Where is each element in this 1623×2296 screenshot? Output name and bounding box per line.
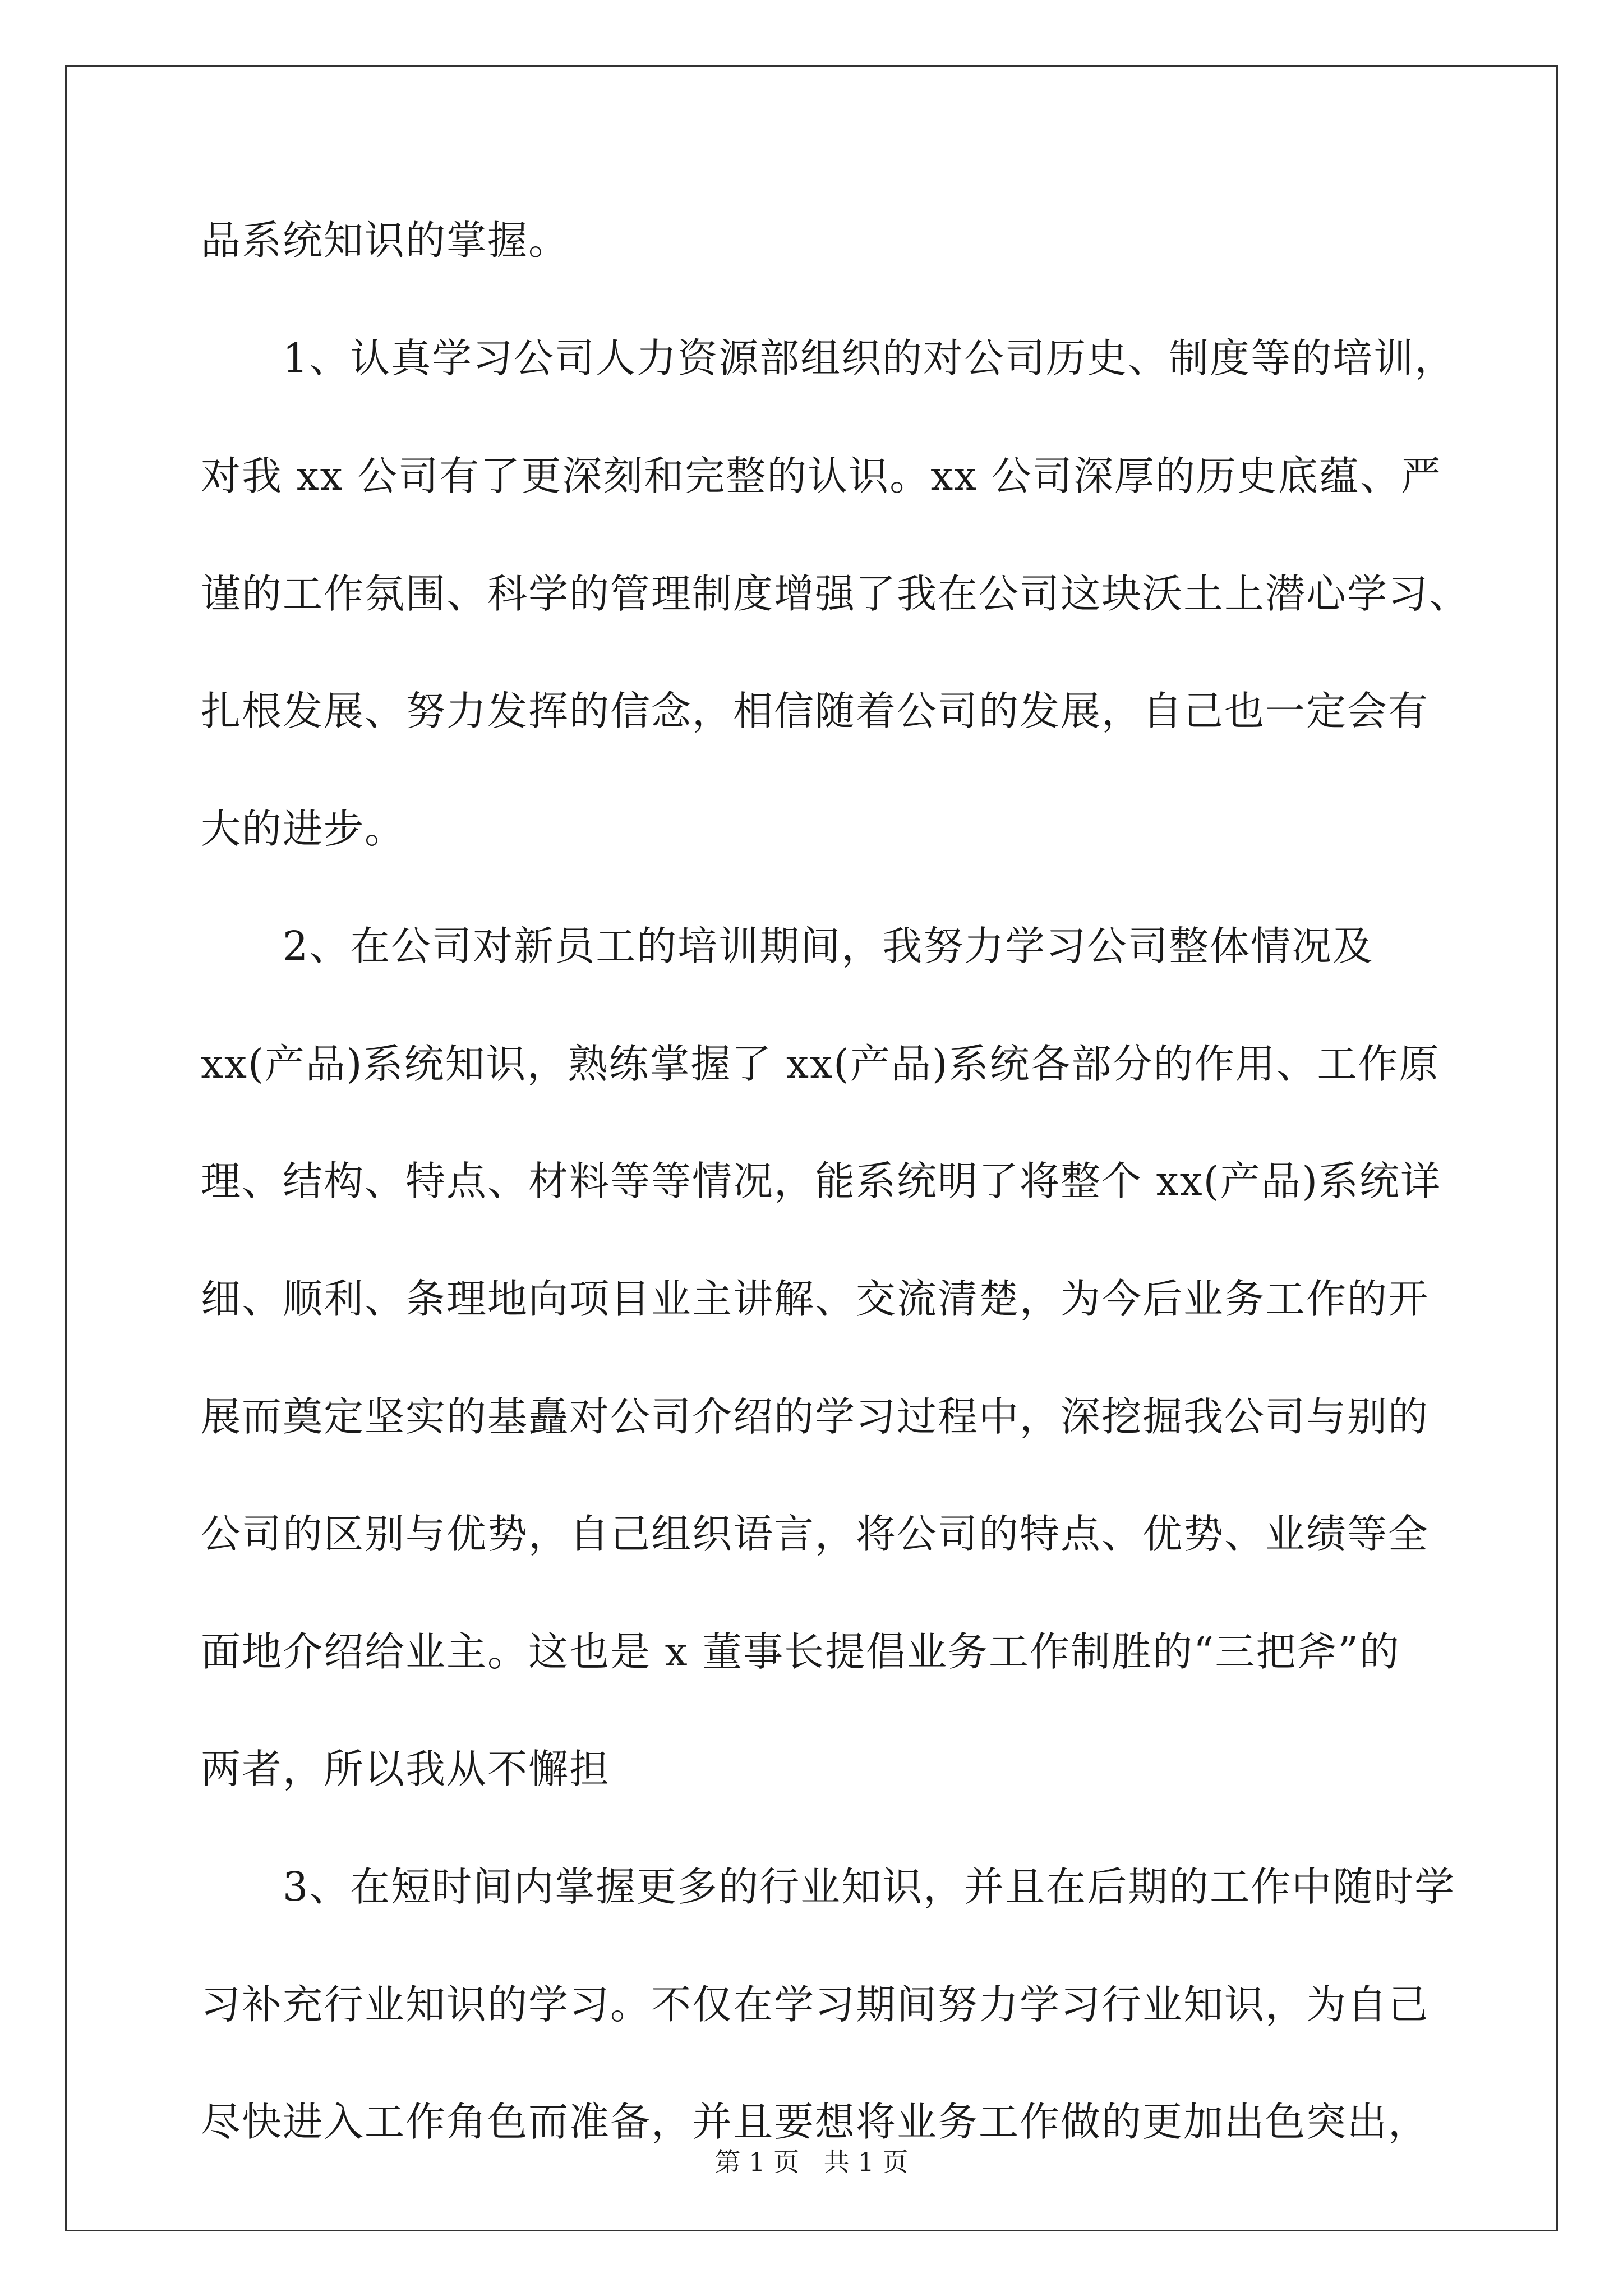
text-line: 1、认真学习公司人力资源部组织的对公司历史、制度等的培训， bbox=[201, 335, 1456, 381]
page-number-footer: 第 1 页 共 1 页 bbox=[714, 2147, 909, 2177]
text-line: 尽快进入工作角色而准备，并且要想将业务工作做的更加出色突出， bbox=[201, 2099, 1430, 2145]
text-line: 细、顺利、条理地向项目业主讲解、交流清楚，为今后业务工作的开 bbox=[201, 1276, 1430, 1322]
text-line: 大的进步。 bbox=[201, 806, 406, 852]
text-line: 理、结构、特点、材料等等情况，能系统明了将整个 xx(产品)系统详 bbox=[201, 1158, 1442, 1204]
text-line: 展而奠定坚实的基矗对公司介绍的学习过程中，深挖掘我公司与别的 bbox=[201, 1393, 1430, 1440]
text-line: 2、在公司对新员工的培训期间，我努力学习公司整体情况及 bbox=[201, 923, 1374, 969]
text-line: 公司的区别与优势，自己组织语言，将公司的特点、优势、业绩等全 bbox=[201, 1511, 1430, 1557]
text-line: 面地介绍给业主。这也是 x 董事长提倡业务工作制胜的“三把斧”的 bbox=[201, 1628, 1400, 1675]
text-line: 3、在短时间内掌握更多的行业知识，并且在后期的工作中随时学 bbox=[201, 1864, 1456, 1910]
text-line: 对我 xx 公司有了更深刻和完整的认识。xx 公司深厚的历史底蕴、严 bbox=[201, 453, 1442, 499]
text-line: 扎根发展、努力发挥的信念，相信随着公司的发展，自己也一定会有 bbox=[201, 688, 1430, 734]
text-line: 品系统知识的掌握。 bbox=[201, 217, 570, 264]
text-line: 习补充行业知识的学习。不仅在学习期间努力学习行业知识，为自己 bbox=[201, 1981, 1430, 2028]
text-line: 谨的工作氛围、科学的管理制度增强了我在公司这块沃土上潜心学习、 bbox=[201, 570, 1470, 617]
text-line: xx(产品)系统知识，熟练掌握了 xx(产品)系统各部分的作用、工作原 bbox=[201, 1041, 1440, 1087]
text-line: 两者，所以我从不懈担 bbox=[201, 1746, 611, 1792]
